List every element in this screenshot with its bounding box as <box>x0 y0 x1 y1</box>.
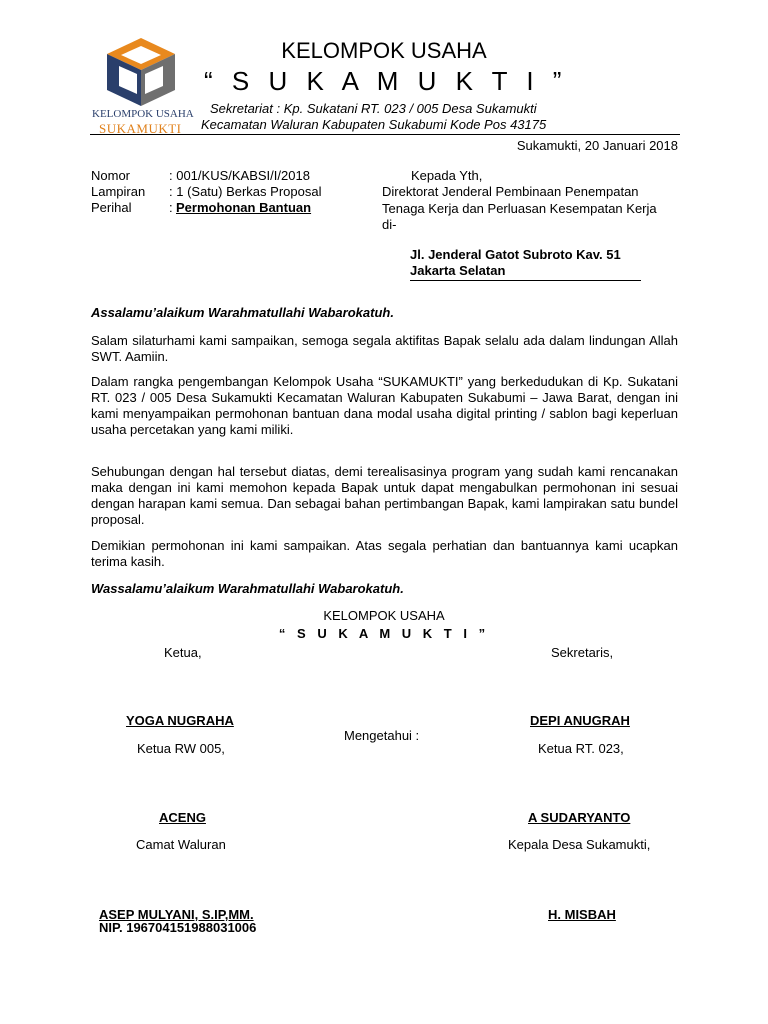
letter-date: Sukamukti, 20 Januari 2018 <box>516 138 678 153</box>
cube-logo-icon <box>95 36 187 108</box>
kades-label: Kepala Desa Sukamukti, <box>508 837 651 852</box>
header-address-line1: Sekretariat : Kp. Sukatani RT. 023 / 005 Desa Sukamukti <box>210 101 537 116</box>
sig-org-title: “ S U K A M U K T I ” <box>278 626 490 641</box>
lampiran-value: : 1 (Satu) Berkas Proposal <box>169 184 322 199</box>
perihal-colon: : <box>169 200 173 215</box>
org-logo <box>92 36 194 136</box>
recipient-address1: Jl. Jenderal Gatot Subroto Kav. 51 <box>410 247 621 262</box>
recipient-di: di- <box>382 217 397 232</box>
closing: Wassalamu’alaikum Warahmatullahi Wabarokatuh. <box>91 581 404 596</box>
ketua-name: YOGA NUGRAHA <box>126 713 234 728</box>
perihal-value: Permohonan Bantuan <box>176 200 312 215</box>
greeting: Assalamu’alaikum Warahmatullahi Wabarokatuh. <box>91 305 394 320</box>
header-org-name: KELOMPOK USAHA <box>281 38 487 63</box>
paragraph-3: Sehubungan dengan hal tersebut diatas, demi terealisasinya program yang sudah kami rencanakan maka dengan ini kami memohon kepada Bapak untuk dapat mengabulkan permohonan ini sesuai dengan harapan kami semua. Dan sebagai bahan pertimbangan Bapak, kami lampirakan satu bundel proposal. <box>91 464 678 527</box>
lampiran-label: Lampiran <box>91 184 146 199</box>
nomor-value: : 001/KUS/KABSI/I/2018 <box>169 168 310 183</box>
mengetahui-label: Mengetahui : <box>344 728 420 743</box>
paragraph-4: Demikian permohonan ini kami sampaikan. Atas segala perhatian dan bantuannya kami ucapkan terima kasih. <box>91 538 678 569</box>
header-org-title: “ S U K A M U K T I ” <box>204 66 568 96</box>
rt-name: A SUDARYANTO <box>528 810 631 825</box>
recipient-address2: Jakarta Selatan <box>410 263 641 281</box>
recipient-line1: Direktorat Jenderal Pembinaan Penempatan <box>382 184 639 199</box>
paragraph-2: Dalam rangka pengembangan Kelompok Usaha “SUKAMUKTI” yang berkedudukan di Kp. Sukatani RT. 023 / 005 Desa Sukamukti Kecamatan Waluran Kabupaten Sukabumi – Jawa Barat, dengan ini kami menyampaikan permohonan bantuan dana modal usaha digital printing / sablon bagi keperluan usaha percetakan yang kami miliki. <box>91 374 678 437</box>
rw-label: Ketua RW 005, <box>137 741 225 756</box>
rw-name: ACENG <box>159 810 206 825</box>
sekretaris-name: DEPI ANUGRAH <box>530 713 630 728</box>
perihal-label: Perihal <box>91 200 132 215</box>
logo-caption-line2: SUKAMUKTI <box>99 121 182 136</box>
sekretaris-label: Sekretaris, <box>551 645 614 660</box>
ketua-label: Ketua, <box>164 645 202 660</box>
header-address-line2: Kecamatan Waluran Kabupaten Sukabumi Kode Pos 43175 <box>201 117 547 132</box>
recipient-line2: Tenaga Kerja dan Perluasan Kesempatan Kerja <box>382 201 657 216</box>
paragraph-1: Salam silaturhami kami sampaikan, semoga segala aktifitas Bapak selalu ada dalam lindungan Allah SWT. Aamiin. <box>91 333 678 364</box>
logo-caption-line1: KELOMPOK USAHA <box>92 108 194 120</box>
kades-name: H. MISBAH <box>548 907 616 922</box>
sig-org-name: KELOMPOK USAHA <box>323 608 445 623</box>
recipient-kepada: Kepada Yth, <box>411 168 483 183</box>
rt-label: Ketua RT. 023, <box>538 741 624 756</box>
header-divider <box>90 134 680 135</box>
camat-label: Camat Waluran <box>136 837 226 852</box>
camat-nip: NIP. 196704151988031006 <box>99 920 257 935</box>
nomor-label: Nomor <box>91 168 131 183</box>
camat-name: ASEP MULYANI, S.IP,MM. <box>99 907 254 922</box>
